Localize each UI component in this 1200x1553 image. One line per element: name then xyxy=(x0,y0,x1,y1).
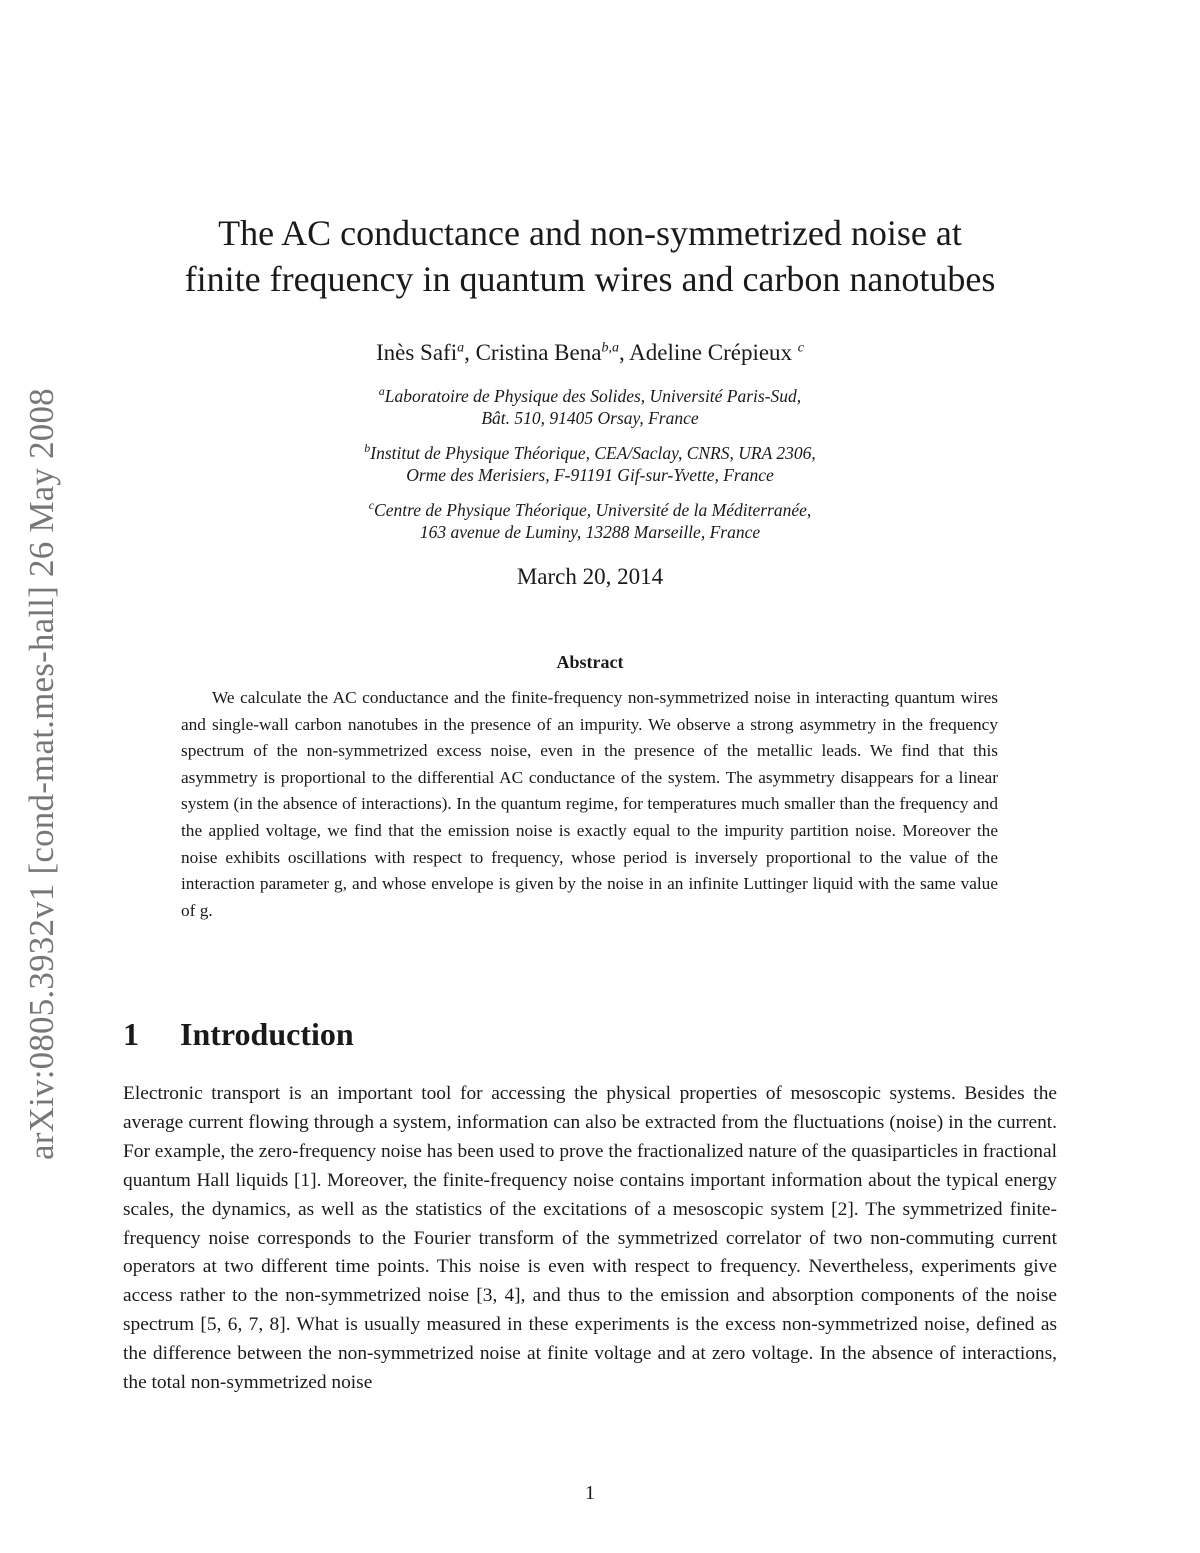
paper-date: March 20, 2014 xyxy=(516,564,664,589)
abstract-heading: Abstract xyxy=(556,652,624,672)
section-title: Introduction xyxy=(180,1016,354,1052)
affiliation-line: 163 avenue de Luminy, 13288 Marseille, France xyxy=(419,521,761,542)
affiliation-a xyxy=(180,380,1000,429)
arxiv-identifier-stamp: arXiv:0805.3932v1 [cond-mat.mes-hall] 26 May 2008 xyxy=(22,388,61,1160)
author-separator: , xyxy=(464,340,476,365)
author-affiliation-mark: b,a xyxy=(601,340,619,356)
title-line-1: The AC conductance and non-symmetrized noise at xyxy=(218,213,962,253)
author-separator: , xyxy=(618,340,630,365)
author-name: Inès Safi xyxy=(375,340,458,365)
affiliation-mark: b xyxy=(364,441,371,455)
author-list xyxy=(180,340,1000,366)
title-line-2: finite frequency in quantum wires and carbon nanotubes xyxy=(184,259,996,299)
introduction-paragraph: Electronic transport is an important tool for accessing the physical properties of mesoscopic systems. Besides the average current flowing through a system, information can also be extracted from the fluctuations (noise) in the current. For example, the zero-frequency noise has been used to prove the fractionalized nature of the quasiparticles in fractional quantum Hall liquids [1]. Moreover, the finite-frequency noise contains important information about the typical energy scales, the dynamics, as well as the statistics of the excitations of a mesoscopic system [2]. The symmetrized finite-frequency noise corresponds to the Fourier transform of the symmetrized correlator of two non-commuting current operators at two different time points. This noise is even with respect to frequency. Nevertheless, experiments give access rather to the non-symmetrized noise [3, 4], and thus to the emission and absorption components of the noise spectrum [5, 6, 7, 8]. What is usually measured in these experiments is the excess non-symmetrized noise, defined as the difference between the non-symmetrized noise at finite voltage and at zero voltage. In the absence of interactions, the total non-symmetrized noise xyxy=(123,1083,1057,1394)
affiliation-mark: c xyxy=(368,498,375,512)
abstract-text: We calculate the AC conductance and the finite-frequency non-symmetrized noise in interacting quantum wires and single-wall carbon nanotubes in the presence of an impurity. We observe a strong asymmetry in the frequency spectrum of the non-symmetrized excess noise, even in the presence of the metallic leads. We find that this asymmetry is proportional to the differential AC conductance of the system. The asymmetry disappears for a linear system (in the absence of interactions). In the quantum regime, for temperatures much smaller than the frequency and the applied voltage, we find that the emission noise is exactly equal to the impurity partition noise. Moreover the noise exhibits oscillations with respect to frequency, whose period is inversely proportional to the value of the interaction parameter g, and whose envelope is given by the noise in an infinite Luttinger liquid with the same value of g. xyxy=(181,688,998,920)
affiliation-line: Orme des Merisiers, F-91191 Gif-sur-Yvette, France xyxy=(406,464,774,485)
section-heading xyxy=(123,1016,354,1053)
page-number: 1 xyxy=(585,1482,595,1504)
author-affiliation-mark: c xyxy=(797,340,805,356)
affiliation-c xyxy=(180,494,1000,543)
author-name: Cristina Bena xyxy=(475,340,602,365)
affiliation-line: Institut de Physique Théorique, CEA/Saclay, CNRS, URA 2306, xyxy=(370,442,816,463)
affiliation-mark: a xyxy=(378,384,385,398)
section-number: 1 xyxy=(123,1016,139,1052)
affiliation-b xyxy=(180,437,1000,486)
affiliation-line: Bât. 510, 91405 Orsay, France xyxy=(481,407,699,428)
affiliation-line: Laboratoire de Physique des Solides, Université Paris-Sud, xyxy=(384,385,802,406)
author-name: Adeline Crépieux xyxy=(629,340,798,365)
paper-title xyxy=(100,210,1080,302)
affiliation-line: Centre de Physique Théorique, Université de la Méditerranée, xyxy=(374,499,812,520)
author-affiliation-mark: a xyxy=(457,340,465,356)
